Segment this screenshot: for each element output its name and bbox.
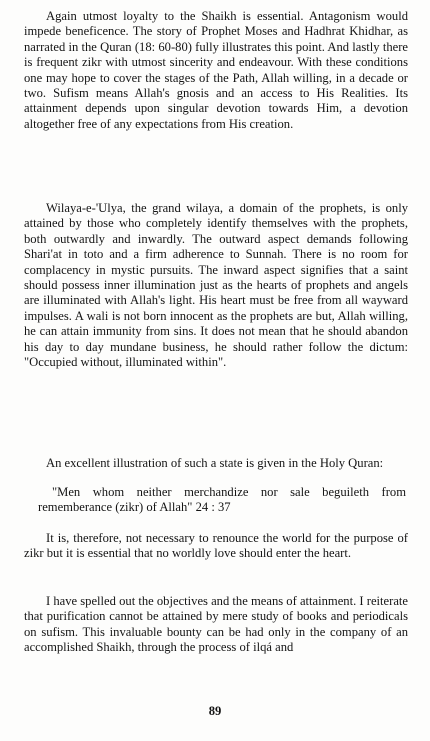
paragraph-quran-illustration: An excellent illustration of such a state is given in the Holy Quran: <box>46 456 384 470</box>
quran-quotation: "Men whom neither merchandize nor sale beguileth from rememberance (zikr) of Allah" 24 : 37 <box>38 485 406 515</box>
paragraph-loyalty-to-shaikh: Again utmost loyalty to the Shaikh is essential. Antagonism would impede beneficence. The story of Prophet Moses and Hadhrat Khidhar, as narrated in the Quran (18: 60-80) fully illustrates this point. And lastly there is frequent zikr with utmost sincerity and endeavour. With these conditions one may hope to cover the stages of the Path, Allah willing, in a decade or two. Sufism means Allah's gnosis and an access to His Realities. Its attainment depends upon singular devotion towards Him, a devotion altogether free of any expectations from His creation. <box>24 9 408 131</box>
paragraph-wilaya-e-ulya: Wilaya-e-'Ulya, the grand wilaya, a domain of the prophets, is only attained by those who completely identify themselves with the prophets, both outwardly and inwardly. The outward aspect demands following Shari'at in toto and a firm adherence to Sunnah. There is no room for complacency in mystic pursuits. The inward aspect signifies that a saint should possess inner illumination just as the hearts of prophets and angels are illuminated with Allah's light. His heart must be free from all wayward impulses. A wali is not born innocent as the prophets are but, Allah willing, he can attain immunity from sins. It does not mean that he should abandon his day to day mundane business, he should rather follow the dictum: "Occupied without, illuminated within". <box>24 201 408 370</box>
paragraph-objectives-and-means: I have spelled out the objectives and the means of attainment. I reiterate that purification cannot be attained by mere study of books and periodicals on sufism. This invaluable bounty can be had only in the company of an accomplished Shaikh, through the process of ilqá and <box>24 594 408 655</box>
page-number: 89 <box>208 704 222 718</box>
paragraph-renounce-world: It is, therefore, not necessary to renounce the world for the purpose of zikr but it is essential that no worldly love should enter the heart. <box>24 531 408 561</box>
